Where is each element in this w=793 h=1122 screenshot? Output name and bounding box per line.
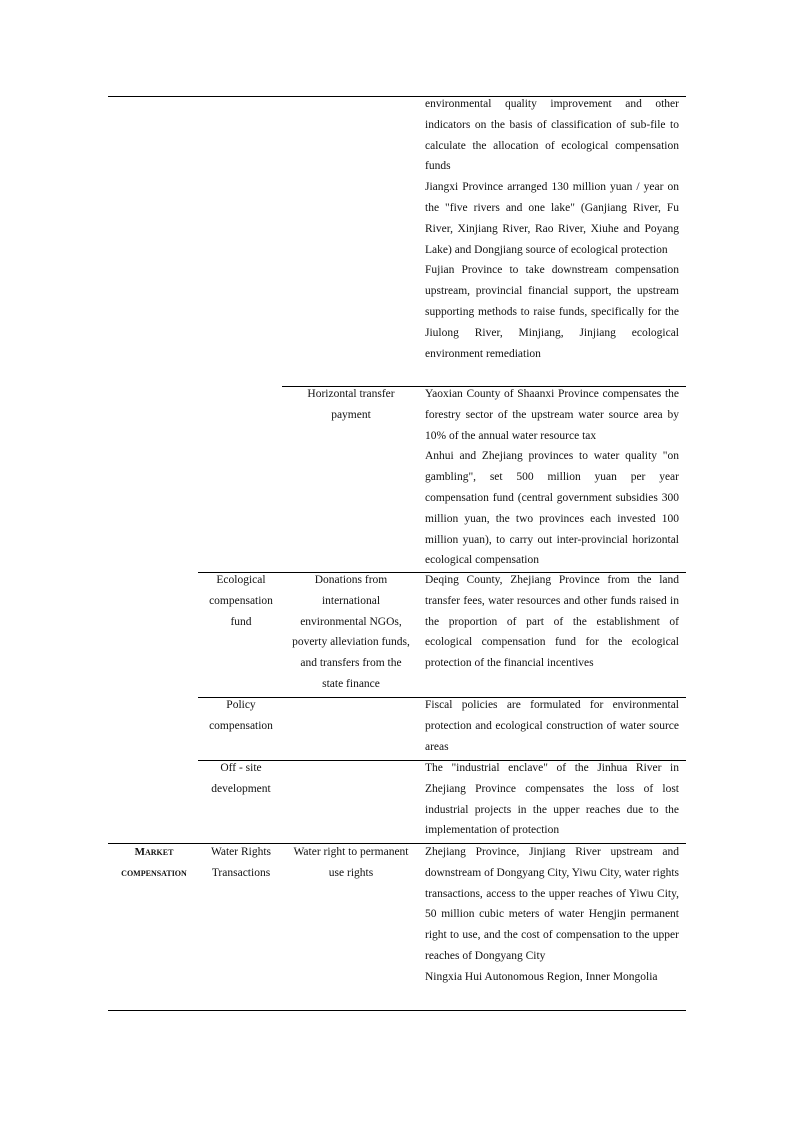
table-cell-mode: Ecological compensation fund — [209, 574, 273, 628]
table-cell-method: Horizontal transfer payment — [307, 388, 395, 421]
example-paragraph: Anhui and Zhejiang provinces to water quality "on gambling", set 500 million yuan per year compensation fund (central government subsidies 300 million yuan, the two provinces each invested 100 million yuan), to carry out inter-provincial horizontal ecological compensation — [425, 450, 679, 567]
table-cell-example — [425, 695, 679, 757]
example-paragraph: Fiscal policies are formulated for environmental protection and ecological construction of water source areas — [425, 699, 679, 753]
table-cell-method: Donations from international environmental NGOs, poverty alleviation funds, and transfers from the state finance — [292, 574, 410, 690]
example-paragraph: Deqing County, Zhejiang Province from the land transfer fees, water resources and other funds raised in the proportion of part of the establishment of ecological compensation fund for the ecological protection of the financial incentives — [425, 574, 679, 670]
table-cell-method: Water right to permanent use rights — [293, 846, 409, 879]
table-cell-example — [425, 758, 679, 841]
example-paragraph: Zhejiang Province, Jinjiang River upstream and downstream of Dongyang City, Yiwu City, water rights transactions, access to the upper reaches of Yiwu City, 50 million cubic meters of water Hengjin permanent right to use, and the cost of compensation to the upper reaches of Dongyang City — [425, 846, 679, 962]
table-cell-mode: Policy compensation — [209, 699, 273, 732]
example-paragraph: Fujian Province to take downstream compensation upstream, provincial financial support, the upstream supporting methods to raise funds, specifically for the Jiulong River, Minjiang, Jinjiang ecological environment remediation — [425, 264, 679, 360]
table-cell-example — [425, 570, 679, 674]
table-cell-example — [425, 842, 679, 988]
table-cell-mode: Off - site development — [211, 762, 271, 795]
example-paragraph: The "industrial enclave" of the Jinhua River in Zhejiang Province compensates the loss of lost industrial projects in the upper reaches due to the implementation of protection — [425, 762, 679, 837]
table-cell-example — [425, 384, 679, 571]
example-paragraph: Ningxia Hui Autonomous Region, Inner Mongolia — [425, 970, 658, 983]
table-cell-mode: Water Rights Transactions — [210, 846, 272, 879]
table-cell-example — [425, 94, 679, 364]
table-bottom-rule — [108, 1010, 686, 1011]
table-cell-category: Market compensation — [121, 846, 187, 879]
example-paragraph: Yaoxian County of Shaanxi Province compensates the forestry sector of the upstream water source area by 10% of the annual water resource tax — [425, 388, 679, 442]
example-paragraph: environmental quality improvement and other indicators on the basis of classification of sub-file to calculate the allocation of ecological compensation funds — [425, 98, 679, 173]
example-paragraph: Jiangxi Province arranged 130 million yuan / year on the "five rivers and one lake" (Ganjiang River, Fu River, Xinjiang River, Rao River, Xiuhe and Poyang Lake) and Dongjiang source of ecological protection — [425, 181, 679, 256]
